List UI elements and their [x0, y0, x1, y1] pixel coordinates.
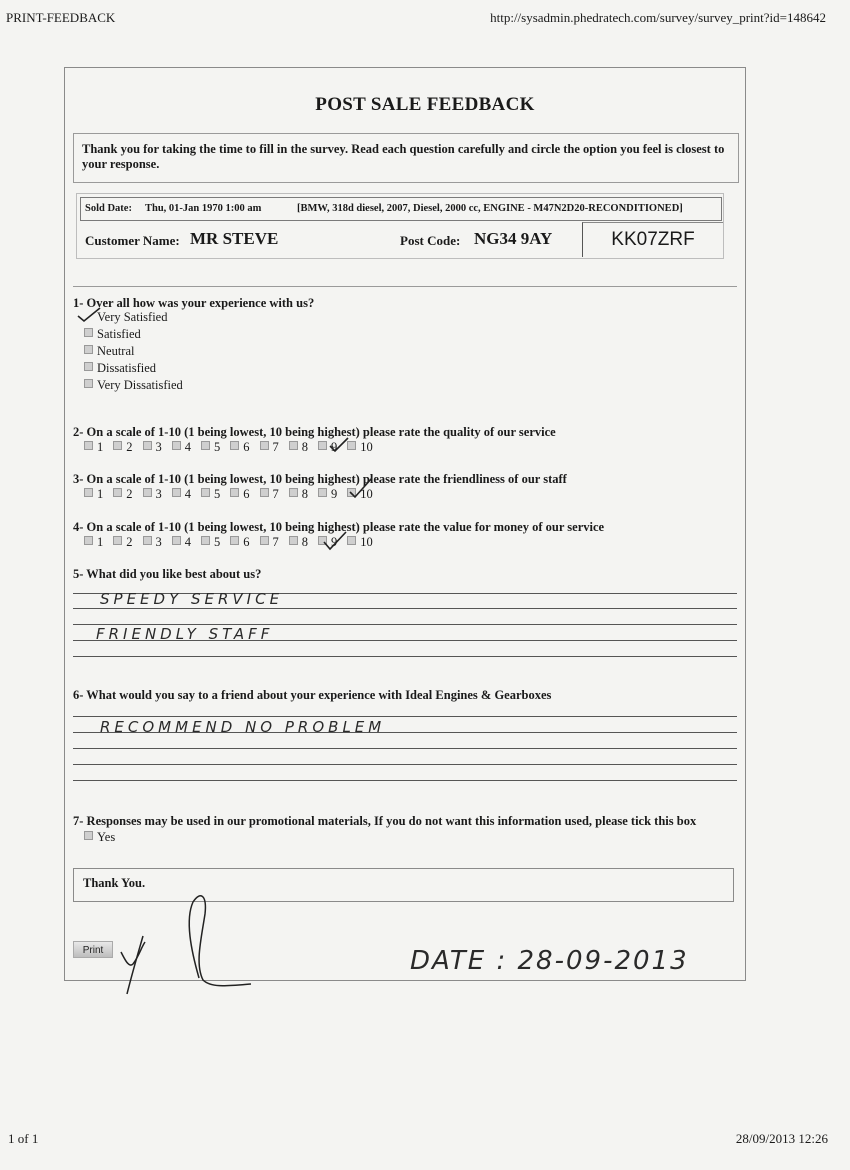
checkbox-icon[interactable]: [172, 536, 181, 545]
scale-option[interactable]: 3: [143, 487, 162, 502]
handwritten-tick-icon: [328, 436, 350, 454]
handwritten-tick-icon: [322, 530, 348, 552]
scale-option[interactable]: 3: [143, 440, 162, 455]
vehicle-details: [BMW, 318d diesel, 2007, Diesel, 2000 cc, ENGINE - M47N2D20-RECONDITIONED]: [297, 203, 683, 214]
checkbox-icon[interactable]: [84, 379, 93, 388]
header-url: http://sysadmin.phedratech.com/survey/survey_print?id=148642: [490, 10, 826, 25]
question-3: 3- On a scale of 1-10 (1 being lowest, 10 being highest) please rate the friendliness of our staff: [73, 472, 567, 486]
checkbox-icon[interactable]: [230, 488, 239, 497]
intro-text: Thank you for taking the time to fill in the survey. Read each question carefully and circle the option you feel is closest to your response.: [73, 133, 739, 183]
scale-option-selected[interactable]: 9: [318, 440, 337, 455]
checkbox-icon[interactable]: [84, 328, 93, 337]
checkbox-icon[interactable]: [84, 831, 93, 840]
checkbox-icon[interactable]: [347, 536, 356, 545]
question-6: 6- What would you say to a friend about your experience with Ideal Engines & Gearboxes: [73, 688, 552, 702]
q1-option-satisfied[interactable]: Satisfied: [84, 327, 141, 342]
scale-option[interactable]: 5: [201, 440, 220, 455]
scale-option[interactable]: 4: [172, 487, 191, 502]
checkbox-icon[interactable]: [113, 441, 122, 450]
checkbox-icon[interactable]: [172, 488, 181, 497]
checkbox-icon[interactable]: [201, 536, 210, 545]
scale-option[interactable]: 6: [230, 440, 249, 455]
q6-handwritten-answer: RECOMMEND NO PROBLEM: [100, 718, 386, 736]
q3-scale: [84, 487, 383, 502]
scale-option[interactable]: 6: [230, 487, 249, 502]
checkbox-icon[interactable]: [201, 441, 210, 450]
scale-option[interactable]: 5: [201, 535, 220, 550]
checkbox-icon[interactable]: [84, 536, 93, 545]
scale-option[interactable]: 2: [113, 487, 132, 502]
q1-option-very-satisfied[interactable]: Very Satisfied: [97, 310, 168, 324]
checkbox-icon[interactable]: [318, 441, 327, 450]
scale-option[interactable]: 4: [172, 535, 191, 550]
q1-option-very-dissatisfied[interactable]: Very Dissatisfied: [84, 378, 183, 393]
checkbox-icon[interactable]: [84, 488, 93, 497]
scale-option[interactable]: 8: [289, 487, 308, 502]
scale-option-selected[interactable]: 10: [347, 487, 373, 502]
checkbox-icon[interactable]: [84, 441, 93, 450]
checkbox-icon[interactable]: [113, 536, 122, 545]
checkbox-icon[interactable]: [172, 441, 181, 450]
checkbox-icon[interactable]: [143, 441, 152, 450]
checkbox-icon[interactable]: [230, 441, 239, 450]
question-2: 2- On a scale of 1-10 (1 being lowest, 10 being highest) please rate the quality of our service: [73, 425, 556, 439]
q7-option-yes[interactable]: Yes: [84, 830, 115, 845]
scale-option[interactable]: 10: [347, 535, 373, 550]
print-button[interactable]: Print: [73, 941, 113, 958]
answer-line: [73, 732, 737, 733]
q5-handwritten-answer-1: SPEEDY SERVICE: [100, 590, 284, 608]
q1-option-dissatisfied[interactable]: Dissatisfied: [84, 361, 156, 376]
question-7: 7- Responses may be used in our promotional materials, If you do not want this information used, please tick this box: [73, 814, 697, 828]
answer-line: [73, 780, 737, 781]
question-4: 4- On a scale of 1-10 (1 being lowest, 10 being highest) please rate the value for money of our service: [73, 520, 605, 534]
question-5: 5- What did you like best about us?: [73, 567, 262, 581]
answer-line: [73, 748, 737, 749]
checkbox-icon[interactable]: [260, 488, 269, 497]
q1-option-neutral[interactable]: Neutral: [84, 344, 134, 359]
handwritten-date: DATE : 28-09-2013: [410, 946, 689, 976]
scale-option[interactable]: 2: [113, 535, 132, 550]
question-1: 1- Over all how was your experience with us?: [73, 296, 315, 310]
checkbox-icon[interactable]: [84, 345, 93, 354]
handwritten-tick-icon: [348, 474, 374, 500]
scale-option-selected[interactable]: 9: [318, 535, 337, 550]
checkbox-icon[interactable]: [201, 488, 210, 497]
checkbox-icon[interactable]: [113, 488, 122, 497]
checkbox-icon[interactable]: [230, 536, 239, 545]
checkbox-icon[interactable]: [318, 488, 327, 497]
scale-option[interactable]: 1: [84, 440, 103, 455]
scale-option[interactable]: 7: [260, 535, 279, 550]
checkbox-icon[interactable]: [260, 536, 269, 545]
print-datetime: 28/09/2013 12:26: [735, 1131, 828, 1146]
scale-option[interactable]: 9: [318, 487, 337, 502]
scale-option[interactable]: 8: [289, 535, 308, 550]
answer-line: [73, 656, 737, 657]
checkbox-icon[interactable]: [143, 536, 152, 545]
scale-option[interactable]: 8: [289, 440, 308, 455]
handwritten-tick-icon: [76, 306, 102, 324]
checkbox-icon[interactable]: [143, 488, 152, 497]
answer-line: [73, 640, 737, 641]
scale-option[interactable]: 7: [260, 487, 279, 502]
post-code-label: Post Code:: [400, 233, 461, 248]
header-title: PRINT-FEEDBACK: [6, 10, 116, 25]
answer-line: [73, 608, 737, 609]
scale-option[interactable]: 7: [260, 440, 279, 455]
answer-line: [73, 716, 737, 717]
scale-option[interactable]: 2: [113, 440, 132, 455]
sold-date-label: Sold Date:: [85, 203, 132, 214]
customer-name-label: Customer Name:: [85, 233, 180, 248]
sold-date-value: Thu, 01-Jan 1970 1:00 am: [145, 203, 262, 214]
section-divider: [73, 286, 737, 287]
form-title: POST SALE FEEDBACK: [315, 94, 535, 115]
sold-date-row: [80, 197, 722, 221]
scale-option[interactable]: 6: [230, 535, 249, 550]
page-count: 1 of 1: [8, 1131, 39, 1146]
scale-option[interactable]: 1: [84, 487, 103, 502]
answer-line: [73, 764, 737, 765]
scale-option[interactable]: 1: [84, 535, 103, 550]
scale-option[interactable]: 4: [172, 440, 191, 455]
checkbox-icon[interactable]: [84, 362, 93, 371]
checkbox-icon[interactable]: [260, 441, 269, 450]
q5-handwritten-answer-2: FRIENDLY STAFF: [96, 625, 274, 643]
signature-icon: [115, 890, 265, 995]
scale-option[interactable]: 3: [143, 535, 162, 550]
scale-option[interactable]: 10: [347, 440, 373, 455]
scale-option[interactable]: 5: [201, 487, 220, 502]
checkbox-icon[interactable]: [289, 536, 298, 545]
registration-plate: KK07ZRF: [582, 222, 723, 257]
thank-you-box: Thank You.: [73, 868, 734, 902]
post-code-value: NG34 9AY: [474, 229, 553, 248]
checkbox-icon[interactable]: [289, 441, 298, 450]
customer-name-value: MR STEVE: [190, 229, 279, 248]
checkbox-icon[interactable]: [289, 488, 298, 497]
